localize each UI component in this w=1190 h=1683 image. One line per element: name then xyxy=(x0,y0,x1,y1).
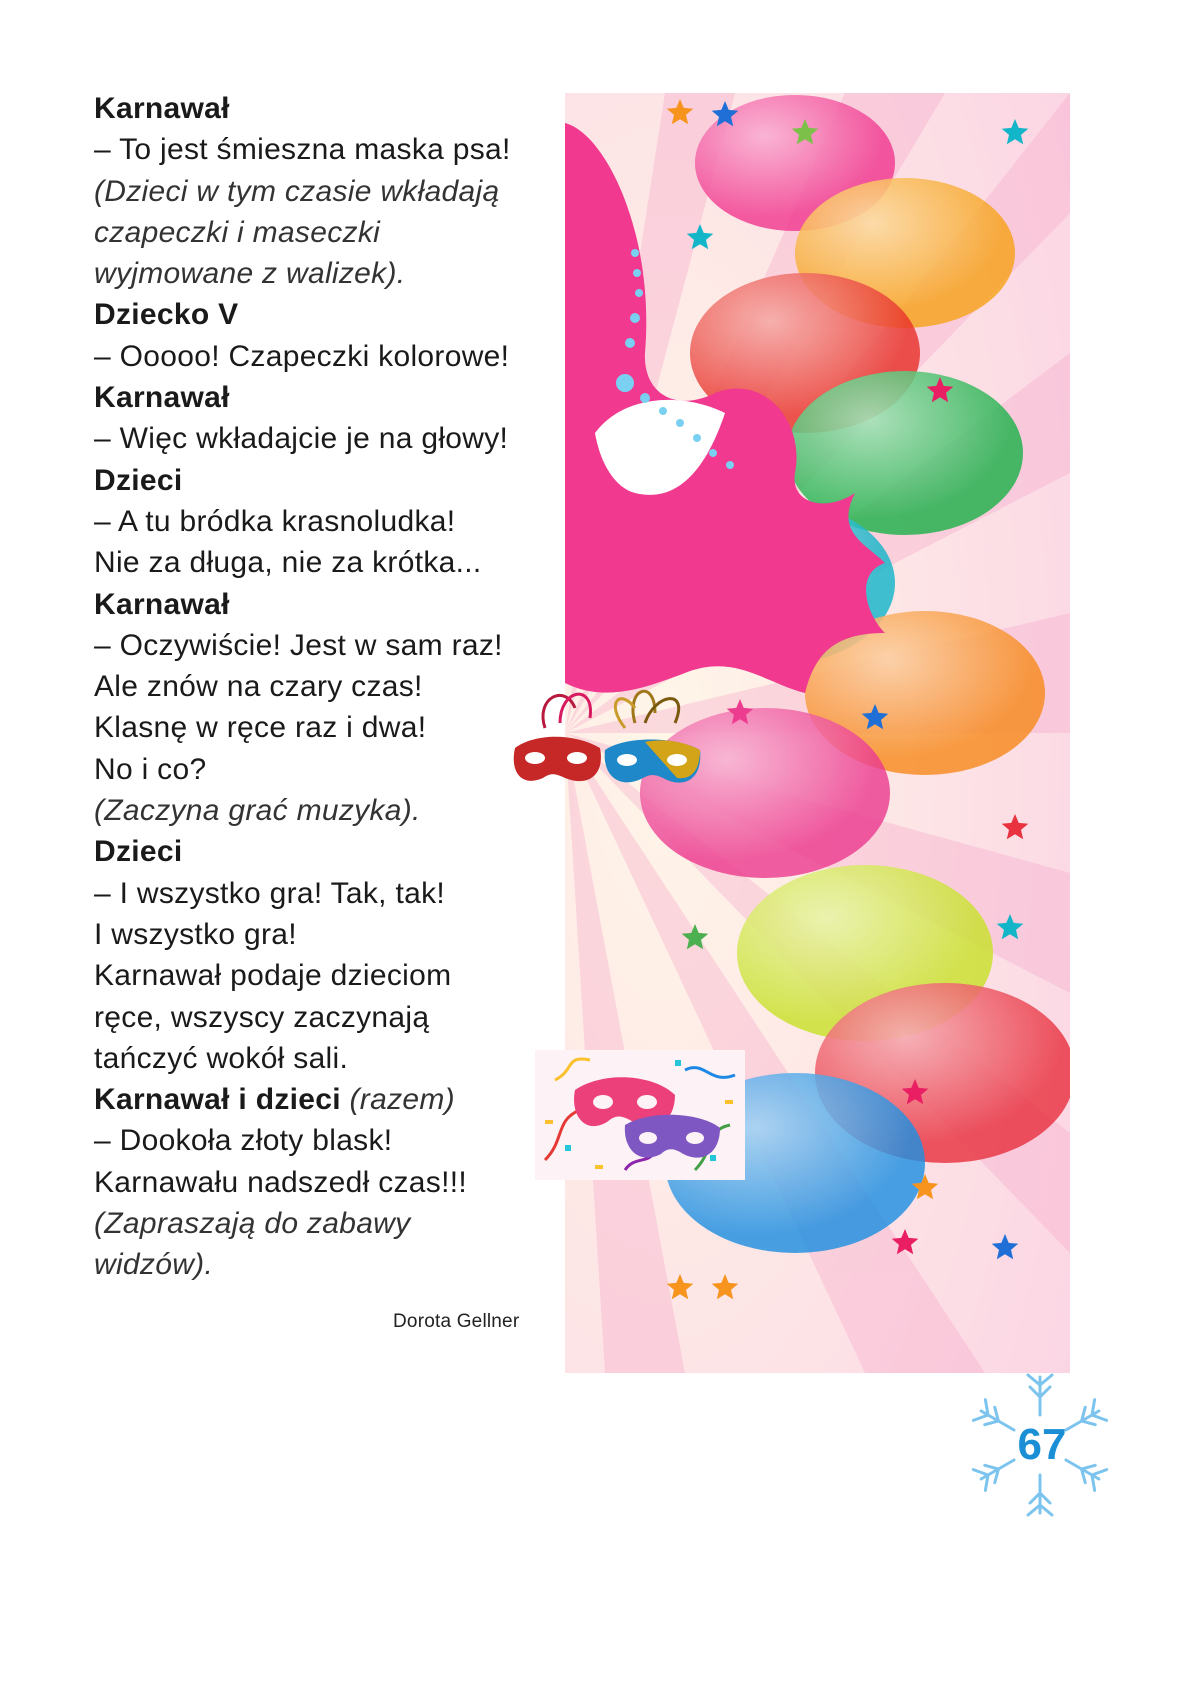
dialogue-text: Karnawał podaje dzieciom xyxy=(94,959,452,993)
carnival-masks-picture xyxy=(505,678,715,813)
dialogue-text: – Oczywiście! Jest w sam raz! xyxy=(94,628,503,662)
poem-line xyxy=(94,171,564,212)
poem-line xyxy=(94,460,564,501)
poem-line xyxy=(94,212,564,253)
dialogue-text: – Dookoła złoty blask! xyxy=(94,1124,393,1158)
stage-direction: (Zaczyna grać muzyka). xyxy=(94,794,421,828)
stage-direction: wyjmowane z walizek). xyxy=(94,257,406,291)
poem-line xyxy=(94,831,564,872)
poem-line xyxy=(94,418,564,459)
dialogue-text: ręce, wszyscy zaczynają xyxy=(94,1000,430,1034)
poem-line xyxy=(94,625,564,666)
page-number-badge xyxy=(955,1370,1125,1520)
poem-line xyxy=(94,1038,564,1079)
stage-direction: czapeczki i maseczki xyxy=(94,215,381,249)
dialogue-text: Nie za długa, nie za krótka... xyxy=(94,546,482,580)
dialogue-text: tańczyć wokół sali. xyxy=(94,1041,349,1075)
stage-direction: (Zapraszają do zabawy xyxy=(94,1207,411,1241)
dialogue-text: – A tu bródka krasnoludka! xyxy=(94,504,456,538)
poem-line xyxy=(94,1244,564,1285)
poem-line xyxy=(94,584,564,625)
masks-and-confetti-picture xyxy=(535,1050,745,1180)
poem-text xyxy=(94,88,564,1286)
poem-line xyxy=(94,377,564,418)
dialogue-text: – To jest śmieszna maska psa! xyxy=(94,133,511,167)
feathers xyxy=(543,691,679,728)
poem-line xyxy=(94,707,564,748)
stage-direction: (Dzieci w tym czasie wkładają xyxy=(94,174,500,208)
page-number: 67 xyxy=(1017,1420,1067,1469)
poem-line xyxy=(94,1120,564,1161)
poem-line xyxy=(94,253,564,294)
stage-direction: (razem) xyxy=(349,1083,455,1117)
poem-line xyxy=(94,129,564,170)
dialogue-text: Karnawału nadszedł czas!!! xyxy=(94,1165,467,1199)
poem-line xyxy=(94,997,564,1038)
poem-line xyxy=(94,914,564,955)
poem-line xyxy=(94,1079,564,1120)
dialogue-text: Ale znów na czary czas! xyxy=(94,670,423,704)
poem-line xyxy=(94,955,564,996)
dialogue-text: I wszystko gra! xyxy=(94,917,297,951)
poem-line xyxy=(94,1203,564,1244)
speaker-name: Karnawał xyxy=(94,92,230,125)
poem-line xyxy=(94,666,564,707)
red-mask xyxy=(514,737,601,781)
dialogue-text: – Więc wkładajcie je na głowy! xyxy=(94,422,509,456)
poem-line xyxy=(94,88,564,129)
speaker-name: Dzieci xyxy=(94,463,183,497)
poem-line xyxy=(94,873,564,914)
speaker-name: Karnawał xyxy=(94,587,230,621)
poem-line xyxy=(94,336,564,377)
speaker-name: Karnawał i dzieci xyxy=(94,1083,350,1117)
dialogue-text: – Ooooo! Czapeczki kolorowe! xyxy=(94,339,510,373)
poem-line xyxy=(94,790,564,831)
author-credit: Dorota Gellner xyxy=(393,1311,520,1332)
dialogue-text: – I wszystko gra! Tak, tak! xyxy=(94,876,446,910)
poem-line xyxy=(94,294,564,335)
poem-line xyxy=(94,501,564,542)
dialogue-text: Klasnę w ręce raz i dwa! xyxy=(94,711,427,745)
poem-line xyxy=(94,542,564,583)
dialogue-text: No i co? xyxy=(94,752,207,786)
stage-direction: widzów). xyxy=(94,1248,214,1282)
poem-line xyxy=(94,1162,564,1203)
speaker-name: Dzieci xyxy=(94,835,183,869)
blue-gold-mask xyxy=(605,740,701,783)
speaker-name: Karnawał xyxy=(94,381,230,415)
speaker-name: Dziecko V xyxy=(94,298,239,332)
poem-line xyxy=(94,749,564,790)
